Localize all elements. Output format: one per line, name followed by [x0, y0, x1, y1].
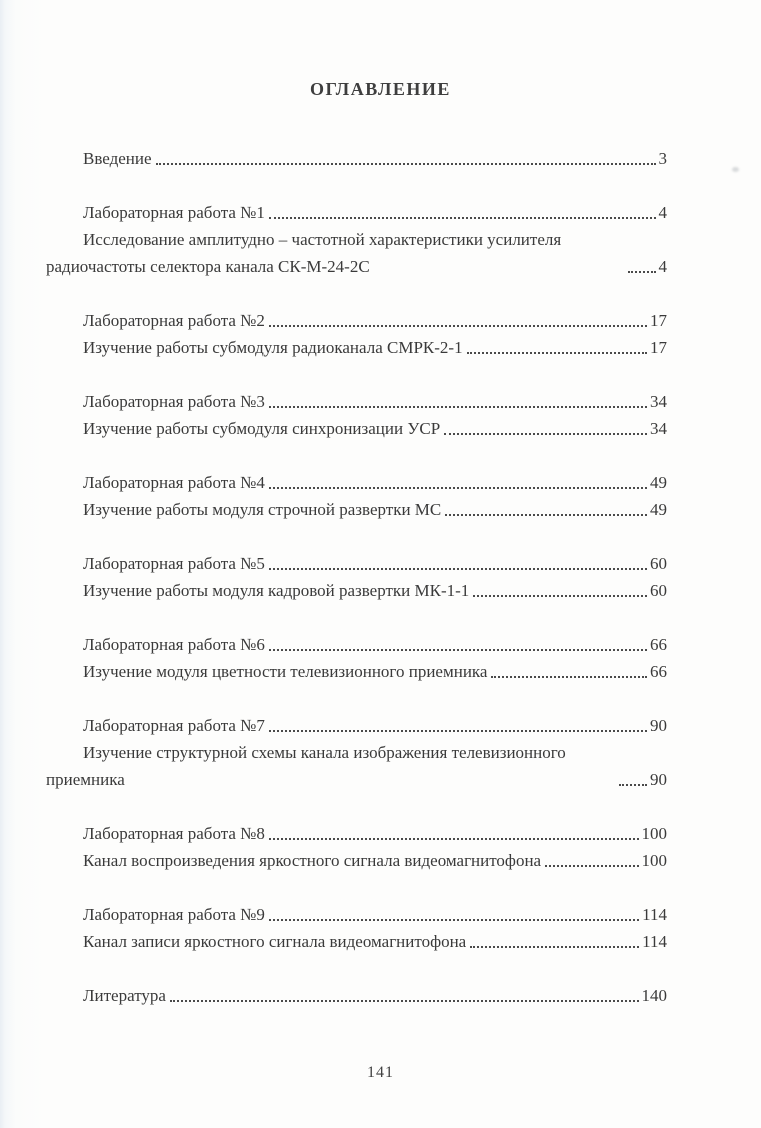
toc-group — [46, 550, 667, 604]
toc-entry — [46, 658, 667, 685]
toc-entry — [46, 415, 667, 442]
toc-entry-text: Изучение структурной схемы канала изображения телевизионного приемника — [46, 743, 566, 789]
toc-entry-page: 34 — [650, 392, 667, 411]
toc-entry-page: 100 — [641, 851, 667, 870]
toc-group — [46, 307, 667, 361]
toc-entry-page: 114 — [642, 932, 667, 951]
toc-entry — [46, 496, 667, 523]
toc-entry-page: 66 — [650, 662, 667, 681]
toc-group — [46, 388, 667, 442]
toc-entry-page: 17 — [650, 338, 667, 357]
toc-entry-page: 60 — [650, 581, 667, 600]
toc-entry — [46, 199, 667, 226]
toc-entry-text: Литература — [83, 986, 166, 1005]
toc-entry-text: Лабораторная работа №8 — [83, 824, 265, 843]
toc-entry — [46, 901, 667, 928]
dot-leader — [269, 838, 639, 840]
toc-entry — [46, 307, 667, 334]
toc-entry — [46, 982, 667, 1009]
toc-entry-text: Изучение работы модуля кадровой развертки МК-1-1 — [83, 581, 470, 600]
toc-entry-page: 66 — [650, 635, 667, 654]
toc-entry-page: 140 — [641, 986, 667, 1005]
toc-entry-text: Введение — [83, 149, 152, 168]
toc-entry-text: Канал воспроизведения яркостного сигнала видеомагнитофона — [83, 851, 542, 870]
toc-entry — [46, 739, 667, 793]
dot-leader — [628, 271, 656, 273]
dot-leader — [269, 730, 647, 732]
dot-leader — [269, 919, 639, 921]
toc-group — [46, 982, 667, 1009]
toc-entry-text: Лабораторная работа №4 — [83, 473, 265, 492]
dot-leader — [269, 487, 647, 489]
toc-entry-page: 100 — [641, 824, 667, 843]
toc-entry — [46, 820, 667, 847]
toc-entry — [46, 388, 667, 415]
toc-entry-page: 17 — [650, 311, 667, 330]
toc-entry-page: 90 — [650, 770, 667, 789]
dot-leader — [619, 784, 647, 786]
toc-group — [46, 469, 667, 523]
toc-entry — [46, 577, 667, 604]
toc-entry-text: Изучение работы модуля строчной развертки МС — [83, 500, 442, 519]
toc-entry-text: Лабораторная работа №9 — [83, 905, 265, 924]
dot-leader — [491, 676, 647, 678]
toc-entry-page: 60 — [650, 554, 667, 573]
dot-leader — [269, 406, 647, 408]
toc-entry-text: Изучение модуля цветности телевизионного приемника — [83, 662, 488, 681]
page-number: 141 — [367, 1064, 394, 1081]
toc-entry — [46, 847, 667, 874]
dot-leader — [269, 649, 647, 651]
toc-group — [46, 199, 667, 280]
toc-entry-text: Лабораторная работа №1 — [83, 203, 265, 222]
toc-entry-text: Изучение работы субмодуля радиоканала СМРК-2-1 — [83, 338, 463, 357]
toc-entry-text: Лабораторная работа №2 — [83, 311, 265, 330]
toc-entry-text: Лабораторная работа №6 — [83, 635, 265, 654]
toc-entry-page: 49 — [650, 500, 667, 519]
toc-entry — [46, 334, 667, 361]
toc-group — [46, 901, 667, 955]
toc-group — [46, 712, 667, 793]
toc-group — [46, 820, 667, 874]
toc-entry-text: Изучение работы субмодуля синхронизации УСР — [83, 419, 441, 438]
toc-entry-text: Лабораторная работа №7 — [83, 716, 265, 735]
table-of-contents — [46, 145, 667, 1036]
dot-leader — [269, 568, 647, 570]
toc-entry — [46, 469, 667, 496]
dot-leader — [156, 163, 656, 165]
toc-entry-page: 49 — [650, 473, 667, 492]
dot-leader — [445, 514, 647, 516]
toc-entry — [46, 631, 667, 658]
dot-leader — [470, 946, 639, 948]
toc-entry — [46, 145, 667, 172]
toc-entry-page: 114 — [642, 905, 667, 924]
toc-entry-page: 34 — [650, 419, 667, 438]
dot-leader — [545, 865, 638, 867]
toc-entry — [46, 550, 667, 577]
toc-entry — [46, 928, 667, 955]
scan-artifact-speck — [732, 167, 739, 172]
toc-entry — [46, 712, 667, 739]
toc-entry-text: Лабораторная работа №5 — [83, 554, 265, 573]
toc-entry-page: 90 — [650, 716, 667, 735]
toc-entry — [46, 226, 667, 280]
dot-leader — [467, 352, 647, 354]
toc-entry-page: 4 — [658, 257, 667, 276]
toc-entry-text: Канал записи яркостного сигнала видеомагнитофона — [83, 932, 467, 951]
toc-entry-text: Лабораторная работа №3 — [83, 392, 265, 411]
dot-leader — [170, 1000, 639, 1002]
dot-leader — [269, 217, 656, 219]
dot-leader — [473, 595, 647, 597]
toc-group — [46, 631, 667, 685]
toc-entry-page: 4 — [658, 203, 667, 222]
page-title: ОГЛАВЛЕНИЕ — [310, 79, 451, 100]
dot-leader — [269, 325, 647, 327]
toc-entry-text: Исследование амплитудно – частотной характеристики усилителя радиочастоты селектора канала СК-М-24-2С — [46, 230, 562, 276]
toc-group — [46, 145, 667, 172]
dot-leader — [444, 433, 647, 435]
toc-entry-page: 3 — [658, 149, 667, 168]
